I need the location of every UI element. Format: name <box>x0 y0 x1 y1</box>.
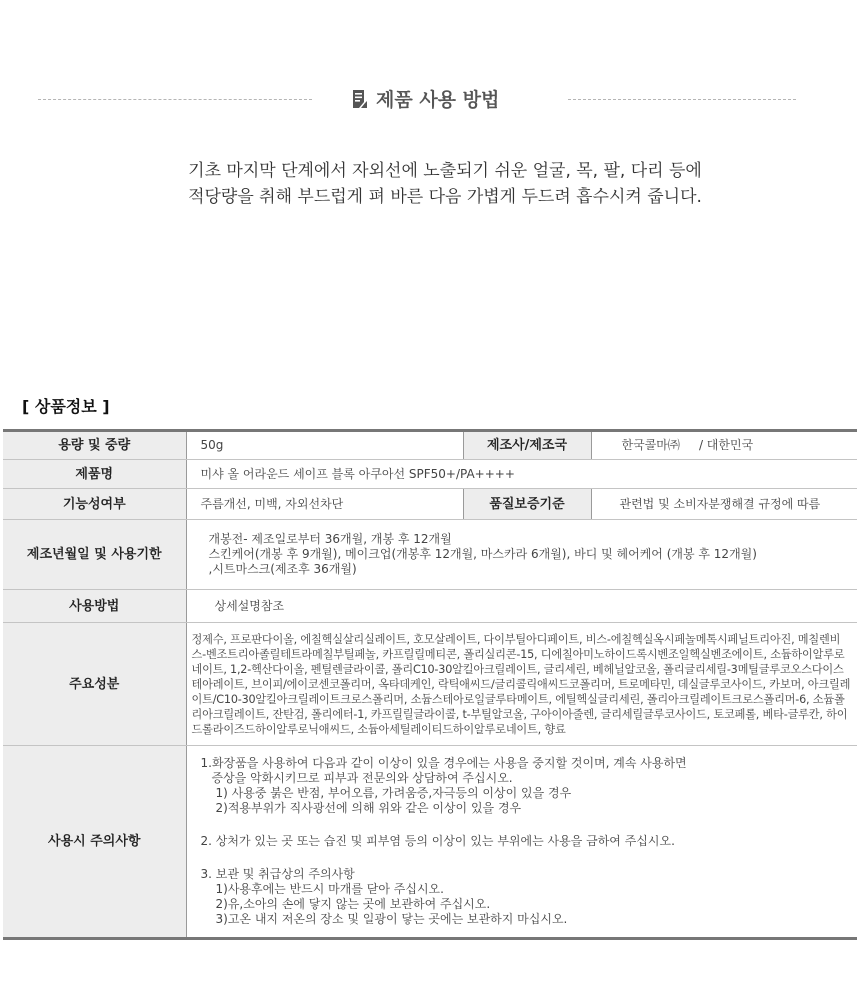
product-name-label: 제품명 <box>3 460 186 489</box>
table-row <box>3 590 857 623</box>
caution-line: 1.화장품을 사용하여 다음과 같이 이상이 있을 경우에는 사용을 중지할 것이며, 계속 사용하면 <box>200 756 687 770</box>
table-row <box>3 489 857 520</box>
table-row <box>3 746 857 939</box>
manufacturer-value: 한국콜마㈜ / 대한민국 <box>591 431 857 460</box>
caution-value <box>186 746 857 939</box>
usage-description <box>0 158 860 210</box>
product-info-table <box>3 429 857 940</box>
section-title: [ 상품정보 ] <box>22 397 110 416</box>
caution-line: 1) 사용중 붉은 반점, 부어오름, 가려움증,자극등의 이상이 있을 경우 <box>215 786 572 800</box>
divider-left <box>38 99 312 100</box>
usage-method-label: 사용방법 <box>3 590 186 623</box>
expiry-line: ,시트마스크(제조후 36개월) <box>208 562 357 576</box>
usage-description-line: 기초 마지막 단계에서 자외선에 노출되기 쉬운 얼굴, 목, 팔, 다리 등에 <box>188 161 702 181</box>
ingredients-value: 정제수, 프로판다이올, 에칠헥실살리실레이트, 호모살레이트, 다이부틸아디페이트, 비스-에칠헥실옥시페놀메톡시페닐트리아진, 메칠렌비스-벤조트리아졸릴테트라메칠부틸페놀, 카프릴릴메티콘, 폴리실리콘-15, 디에칠아미노하이드록시벤조일헥실벤조에이트, 소듐하이알루로네이트, 1,2-헥산다이올, 펜틸렌글라이콜, 폴리C10-30알킬아크릴레이트, 글리세린, 베헤닐알코올, 폴리글리세릴-3메틸글루코오스다이스테아레이트, 브이피/에이코센코폴리머, 옥타데케인, 락틱애씨드/글리콜릭애씨드코폴리머, 트로메타민, 데실글루코사이드, 카보머, 아크릴레이트/C10-30알킬아크릴레이트크로스폴리머, 소듐스테아로일글루타메이트, 에틸헥실글리세린, 폴리아크릴레이트크로스폴리머-6, 소듐폴리아크릴레이트, 잔탄검, 폴리에터-1, 카프릴릴글라이콜, t-부틸알코올, 구아이아줄렌, 글리세릴글루코사이드, 토코페롤, 베타-글루칸, 하이드롤라이즈드하이알루로닉애씨드, 소듐아세틸레이티드하이알루로네이트, 향료 <box>186 623 857 746</box>
warranty-value: 관련법 및 소비자분쟁해결 규정에 따름 <box>591 489 857 520</box>
caution-line: 2)유,소아의 손에 닿지 않는 곳에 보관하여 주십시오. <box>215 897 491 911</box>
expiry-line: 스킨케어(개봉 후 9개월), 메이크업(개봉후 12개월, 마스카라 6개월), 바디 및 헤어케어 (개봉 후 12개월) <box>208 547 757 561</box>
caution-line: 1)사용후에는 반드시 마개를 닫아 주십시오. <box>215 882 444 896</box>
caution-label: 사용시 주의사항 <box>3 746 186 939</box>
usage-description-line: 적당량을 취해 부드럽게 펴 바른 다음 가볍게 두드려 흡수시켜 줍니다. <box>188 187 702 207</box>
warranty-label: 품질보증기준 <box>463 489 591 520</box>
table-row <box>3 623 857 746</box>
caution-line: 3. 보관 및 취급상의 주의사항 <box>200 867 355 881</box>
volume-label: 용량 및 중량 <box>3 431 186 460</box>
usage-header <box>0 86 860 114</box>
caution-line: 증상을 악화시키므로 피부과 전문의와 상담하여 주십시오. <box>211 771 513 785</box>
expiry-value <box>186 520 857 590</box>
document-icon <box>352 89 368 109</box>
expiry-label: 제조년월일 및 사용기한 <box>3 520 186 590</box>
volume-value: 50g <box>186 431 463 460</box>
function-label: 기능성여부 <box>3 489 186 520</box>
table-row <box>3 520 857 590</box>
divider-right <box>568 99 796 100</box>
table-row <box>3 460 857 489</box>
usage-method-value: 상세설명참조 <box>186 590 857 623</box>
manufacturer-label: 제조사/제조국 <box>463 431 591 460</box>
caution-line: 3)고온 내지 저온의 장소 및 일광이 닿는 곳에는 보관하지 마십시오. <box>215 912 568 926</box>
caution-line: 2. 상처가 있는 곳 또는 습진 및 피부염 등의 이상이 있는 부위에는 사용을 금하여 주십시오. <box>200 834 675 848</box>
usage-title-text: 제품 사용 방법 <box>376 89 500 111</box>
usage-title <box>352 86 499 114</box>
ingredients-label: 주요성분 <box>3 623 186 746</box>
expiry-line: 개봉전- 제조일로부터 36개월, 개봉 후 12개월 <box>208 532 452 546</box>
function-value: 주름개선, 미백, 자외선차단 <box>186 489 463 520</box>
caution-line: 2)적용부위가 직사광선에 의해 위와 같은 이상이 있을 경우 <box>215 801 522 815</box>
table-row <box>3 431 857 460</box>
product-name-value: 미샤 올 어라운드 세이프 블록 아쿠아선 SPF50+/PA++++ <box>186 460 857 489</box>
